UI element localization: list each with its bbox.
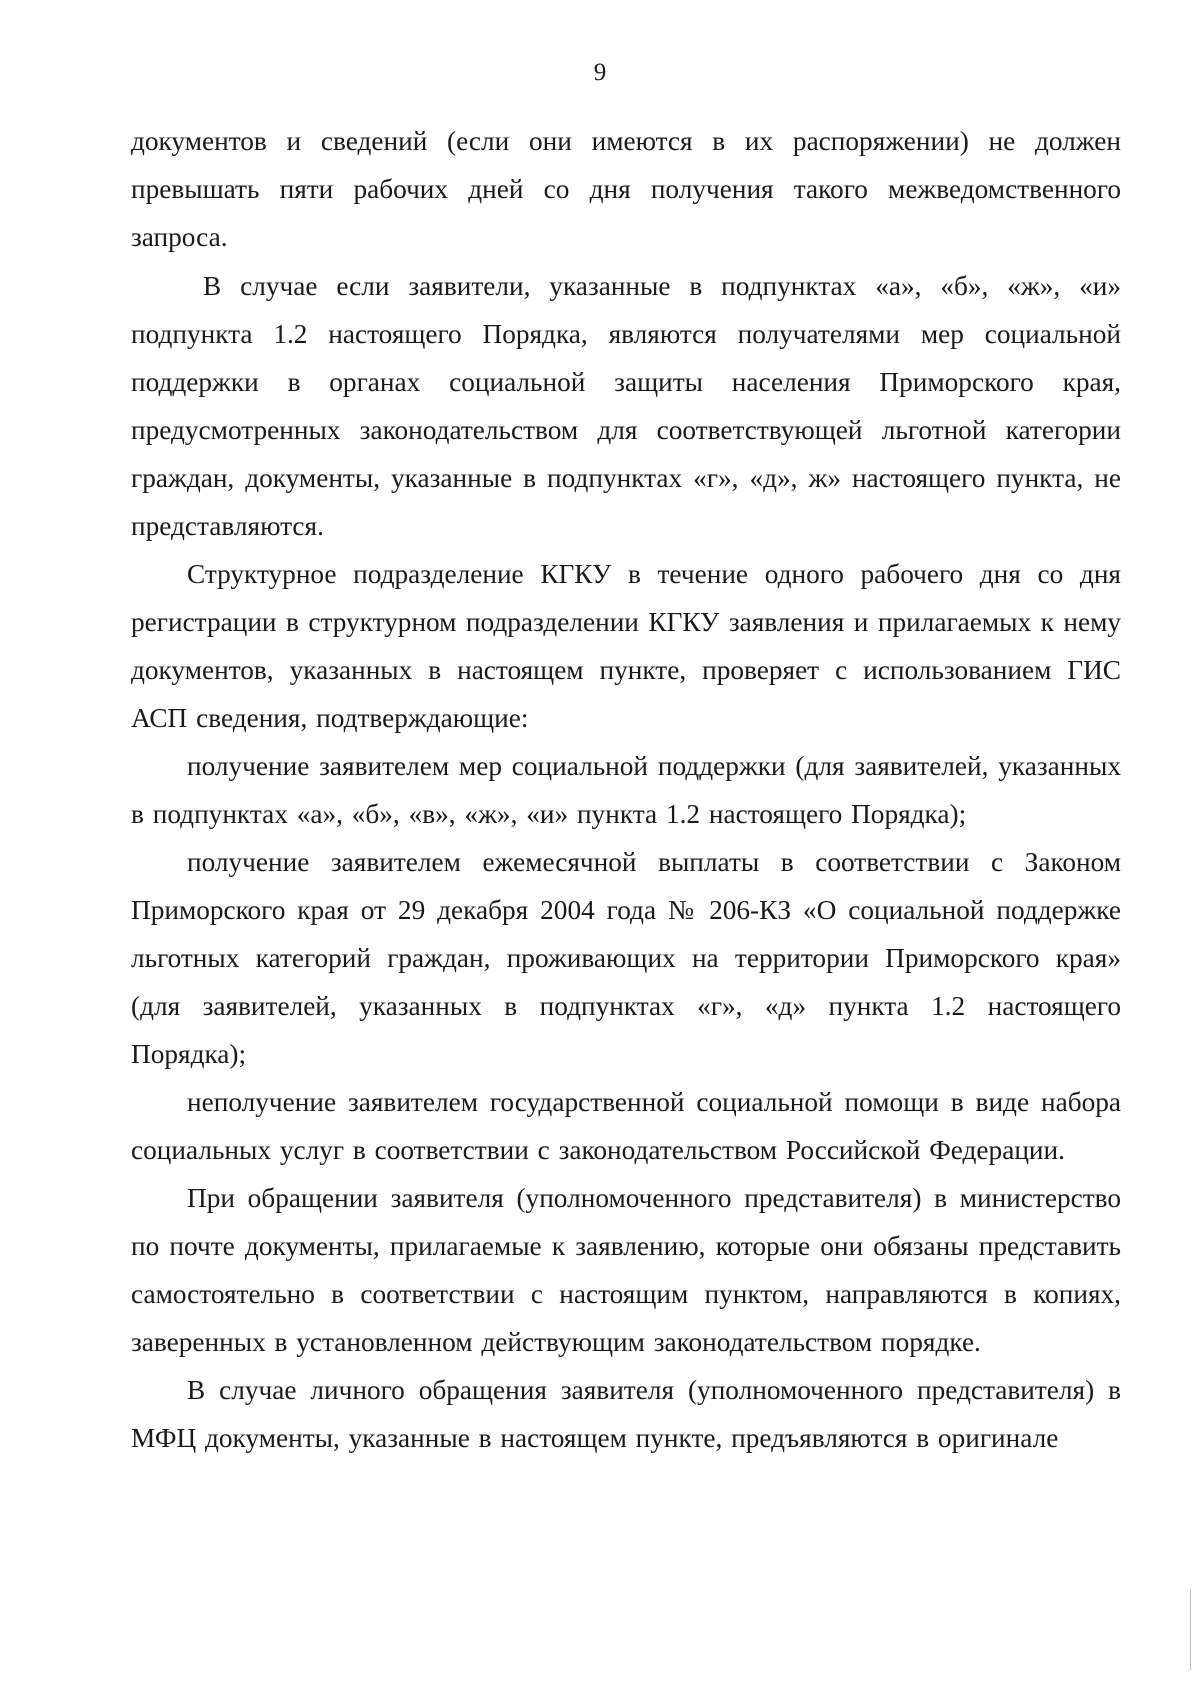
paragraph-list-item-monthly-payment: получение заявителем ежемесячной выплаты в соответствии с Законом Приморского края от 29 декабря 2004 года № 206-КЗ «О социальной поддержке льготных категорий граждан, проживающих на территории Приморского края» (для заявителей, указанных в подпунктах «г», «д» пункта 1.2 настоящего Порядка); (131, 847, 1121, 1069)
scan-edge-mark (1190, 1590, 1194, 1670)
paragraph-mail-submission: При обращении заявителя (уполномоченного представителя) в министерство по почте документы, прилагаемые к заявлению, которые они обязаны представить самостоятельно в соответствии с настоящим пунктом, направляются в копиях, заверенных в установленном действующим законодательством порядке. (131, 1183, 1121, 1357)
paragraph-list-item-non-receipt: неполучение заявителем государственной социальной помощи в виде набора социальных услуг в соответствии с законодательством Российской Федерации. (131, 1087, 1121, 1165)
paragraph-list-item-social-support: получение заявителем мер социальной поддержки (для заявителей, указанных в подпунктах «а», «б», «в», «ж», «и» пункта 1.2 настоящего Порядка); (131, 751, 1121, 829)
document-body (131, 117, 1121, 1462)
paragraph-kgku-verification: Структурное подразделение КГКУ в течение одного рабочего дня со дня регистрации в структурном подразделении КГКУ заявления и прилагаемых к нему документов, указанных в настоящем пункте, проверяет с использованием ГИС АСП сведения, подтверждающие: (131, 559, 1121, 733)
paragraph-benefit-recipients: В случае если заявители, указанные в подпунктах «а», «б», «ж», «и» подпункта 1.2 настоящего Порядка, являются получателями мер социальной поддержки в органах социальной защиты населения Приморского края, предусмотренных законодательством для соответствующей льготной категории граждан, документы, указанные в подпунктах «г», «д», ж» настоящего пункта, не представляются. (131, 271, 1121, 541)
paragraph-continuation: документов и сведений (если они имеются в их распоряжении) не должен превышать пяти рабочих дней со дня получения такого межведомственного запроса. (131, 126, 1121, 252)
paragraph-mfc-submission: В случае личного обращения заявителя (уполномоченного представителя) в МФЦ документы, указанные в настоящем пункте, предъявляются в оригинале (131, 1375, 1121, 1453)
page-number: 9 (593, 59, 607, 86)
